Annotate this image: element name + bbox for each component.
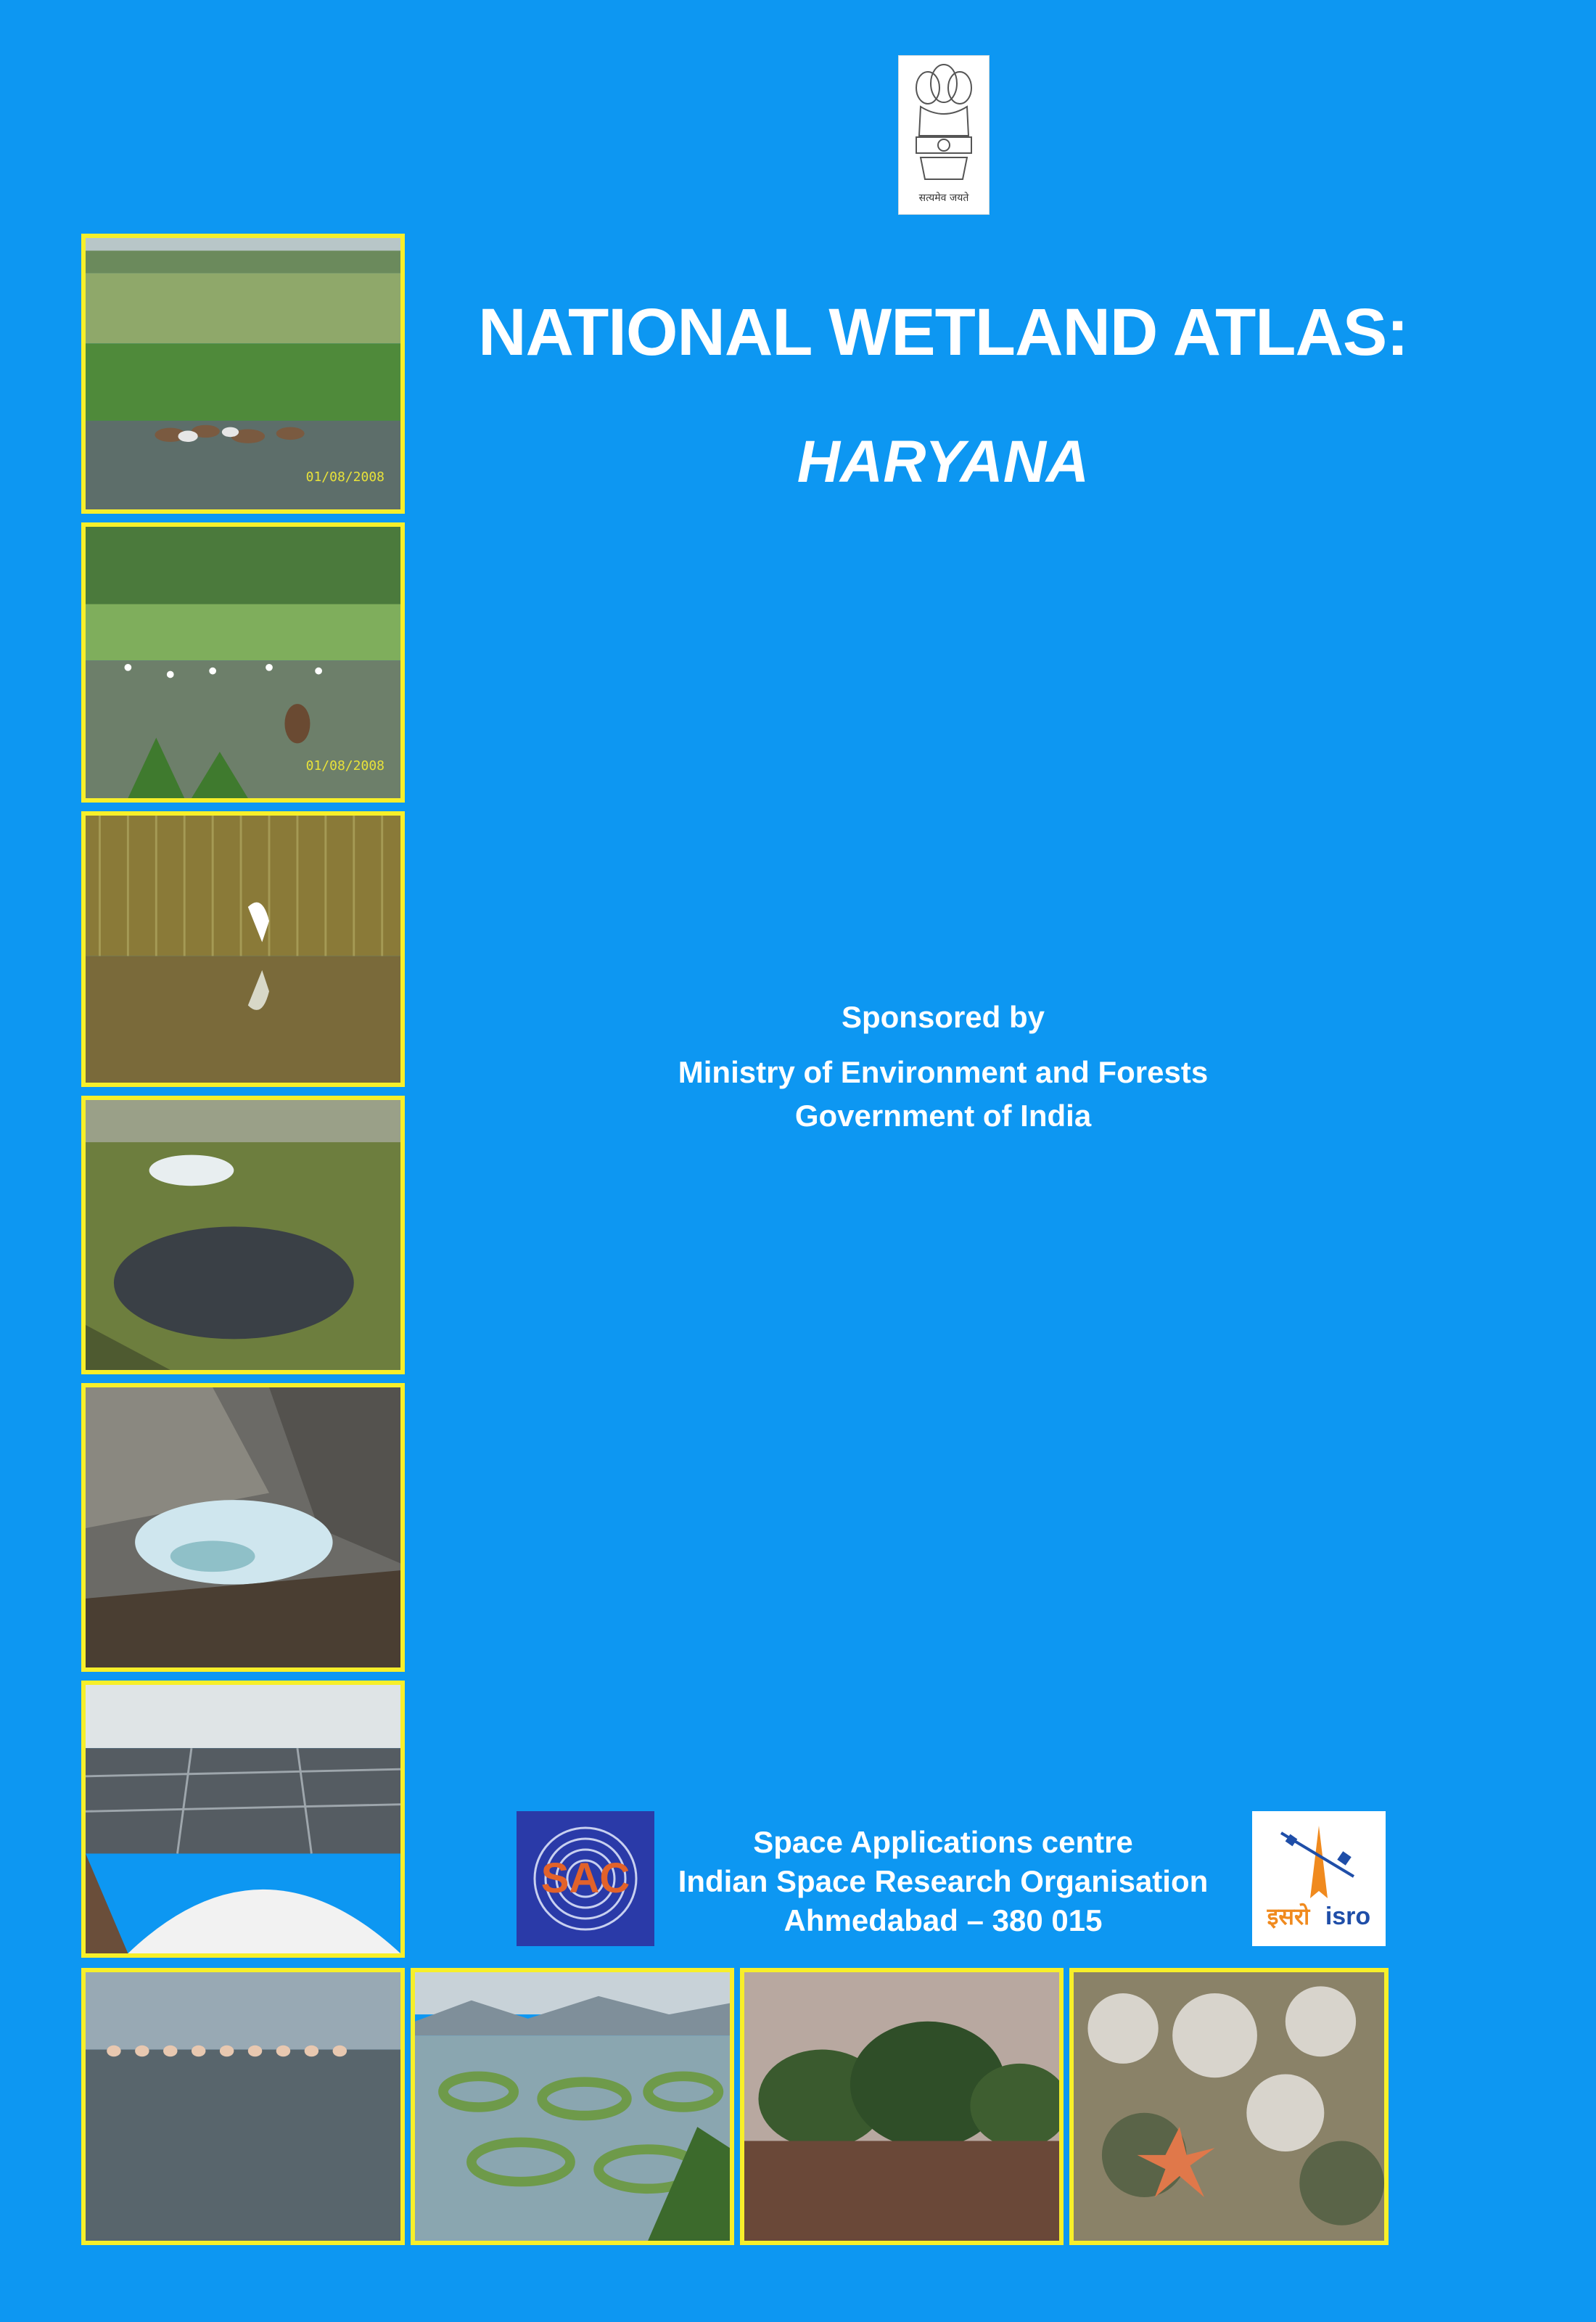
sac-logo — [517, 1811, 654, 1946]
sponsor-block — [551, 1000, 1335, 1138]
sac-logo-text: SAC — [540, 1855, 630, 1902]
photo-coral-starfish — [1069, 1968, 1389, 2245]
organisation-block — [653, 1823, 1233, 1940]
sac-name: Space Applications centre — [753, 1825, 1133, 1859]
isro-name: Indian Space Research Organisation — [678, 1864, 1209, 1898]
photo-floating-islands — [411, 1968, 734, 2245]
isro-hindi-text: इसरो — [1267, 1903, 1310, 1930]
photo-date-stamp: 01/08/2008 — [305, 758, 384, 774]
atlas-title: NATIONAL WETLAND ATLAS: — [478, 295, 1408, 369]
national-emblem — [898, 55, 990, 215]
organisation-address: Ahmedabad – 380 015 — [783, 1903, 1103, 1937]
photo-mountain-lake — [81, 1096, 405, 1374]
isro-english-text: isro — [1325, 1903, 1371, 1930]
photo-date-stamp: 01/08/2008 — [305, 469, 384, 485]
photo-egret-reeds — [81, 811, 405, 1087]
isro-logo — [1252, 1811, 1386, 1946]
photo-mangroves — [740, 1968, 1064, 2245]
photo-glacial-lake — [81, 1383, 405, 1672]
government-name: Government of India — [794, 1099, 1092, 1133]
sponsored-by-label: Sponsored by — [841, 1000, 1045, 1034]
photo-salt-pans — [81, 1681, 405, 1958]
emblem-motto: सत्यमेव जयते — [918, 192, 969, 204]
ministry-name: Ministry of Environment and Forests — [678, 1055, 1209, 1089]
photo-flamingos — [81, 1968, 405, 2245]
photo-ducks-wetland — [81, 234, 405, 514]
photo-egrets-grassland — [81, 522, 405, 803]
state-subtitle: HARYANA — [797, 429, 1090, 495]
lion-capital-icon — [899, 56, 989, 214]
